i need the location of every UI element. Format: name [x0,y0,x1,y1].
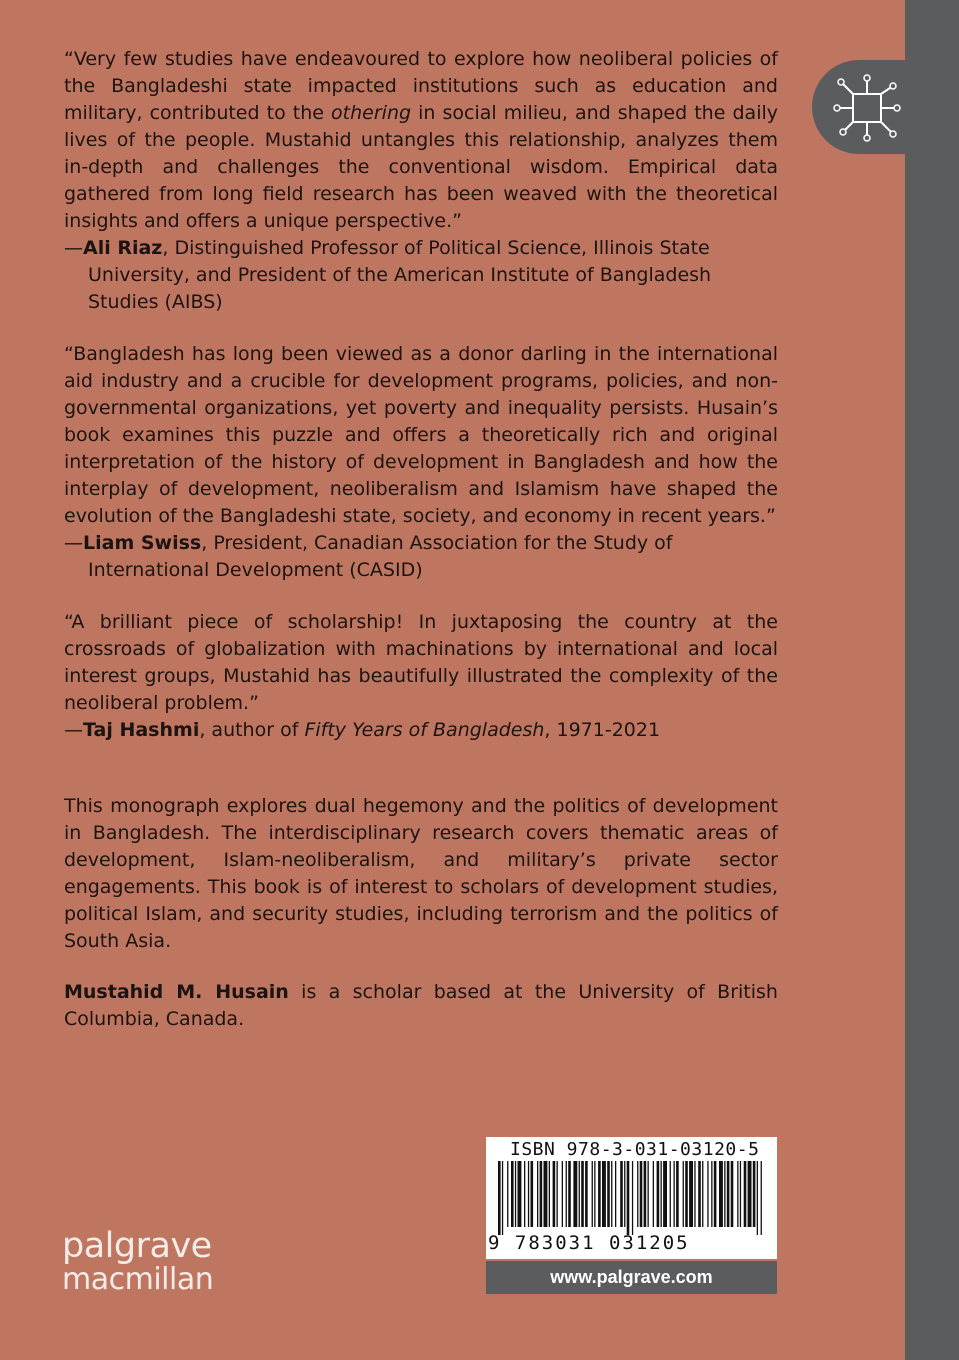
barcode-bar [653,1161,654,1227]
barcode-bar [611,1161,612,1227]
barcode-bar [644,1161,647,1227]
barcode-bar [544,1161,548,1227]
quote-2: “Bangladesh has long been viewed as a donor darling in the international aid industry and a crucible for development programs, policies, and non-governmental organizations, yet poverty and inequality persists. Husain’s book examines this puzzle and offers a theoretically rich and original interpretation of the history of development in Bangladesh and how the interplay of development, neoliberalism and Islamism have shaped the evolution of the Bangladeshi state, society, and economy in recent years.” [64,343,778,527]
isbn-digits: 9 783031 031205 [488,1232,690,1254]
barcode-bar [581,1161,584,1227]
barcode-bar [724,1161,725,1227]
barcode-bar [627,1161,630,1235]
quote-3-attribution: —Taj Hashmi, author of Fifty Years of Bangladesh, 1971-2021 [64,719,661,741]
barcode-bar [674,1161,675,1227]
barcode-bar [727,1161,730,1227]
barcode-bar [568,1161,571,1227]
barcode-bar [698,1161,701,1227]
barcode-bar [585,1161,588,1227]
barcode [486,1137,777,1259]
barcode-bar [632,1161,633,1235]
barcode-bar [737,1161,738,1227]
barcode-bar [537,1161,538,1227]
barcode-bar [602,1161,606,1227]
barcode-bar [502,1161,503,1235]
publisher-line-1: palgrave [62,1226,212,1266]
springer-logo-tab [812,60,932,154]
barcode-bar [683,1161,684,1227]
barcode-bar [624,1161,625,1227]
barcode-bar [661,1161,662,1227]
quote-1: “Very few studies have endeavoured to explore how neoliberal policies of the Bangladeshi state impacted institutions such as education and military, contributed to the othering in social milieu, and shaped the daily lives of the people. Mustahid untangles this relationship, analyzes them in-depth and challenges the conventional wisdom. Empirical data gathered from long field research has been weaved with the theoretical insights and offers a unique perspective.” [64,48,778,232]
barcode-bar [731,1161,734,1227]
barcode-bar [540,1161,543,1227]
barcode-bar [707,1161,708,1227]
quote-2-attribution: —Liam Swiss, President, Canadian Association for the Study of International Development (CASID) [64,532,673,581]
barcode-bar [549,1161,550,1227]
barcode-bar [498,1161,501,1235]
barcode-bar [719,1161,723,1227]
barcode-bar [515,1161,516,1227]
barcode-bar [663,1161,667,1227]
quote-1-attribution: —Ali Riaz, Distinguished Professor of Political Science, Illinois State University, and President of the American Institute of Bangladesh Studies (AIBS) [64,237,712,313]
barcode-bar [528,1161,529,1227]
barcode-bar [640,1161,643,1227]
barcode-bar [757,1161,758,1235]
barcode-bar [740,1161,741,1227]
barcode-bars [498,1161,766,1235]
barcode-bar [592,1161,593,1227]
book-description: This monograph explores dual hegemony and the politics of development in Bangladesh. The interdisciplinary research covers thematic areas of development, Islam-neoliberalism, and military’s private sector engagements. This book is of interest to scholars of development studies, political Islam, and security studies, including terrorism and the politics of South Asia. [64,795,778,952]
barcode-bar [748,1161,752,1227]
barcode-bar [594,1161,595,1227]
barcode-bar [579,1161,580,1227]
isbn-text: ISBN 978-3-031-03120-5 [510,1139,760,1160]
publisher-line-2: macmillan [62,1262,214,1297]
author-bio: Mustahid M. Husain is a scholar based at the University of British Columbia, Canada. [64,981,778,1030]
barcode-bar [507,1161,508,1227]
barcode-bar [676,1161,679,1227]
back-cover-text [64,46,778,1033]
barcode-bar [566,1161,567,1227]
barcode-bar [637,1161,638,1227]
barcode-bar [598,1161,601,1227]
barcode-bar [615,1161,616,1227]
barcode-bar [714,1161,717,1227]
barcode-bar [694,1161,695,1227]
barcode-bar [702,1161,703,1227]
barcode-bar [648,1161,649,1227]
spine [905,0,959,1360]
barcode-bar [657,1161,660,1227]
barcode-bar [557,1161,558,1227]
barcode-bar [761,1161,762,1235]
barcode-bar [531,1161,534,1227]
quote-3: “A brilliant piece of scholarship! In juxtaposing the country at the crossroads of globalization with machinations by international and local interest groups, Mustahid has beautifully illustrated the complexity of the neoliberal problem.” [64,611,778,714]
barcode-bar [562,1161,563,1227]
barcode-bar [744,1161,747,1227]
barcode-bar [689,1161,693,1227]
publisher-url[interactable]: www.palgrave.com [486,1261,777,1294]
barcode-bar [711,1161,712,1227]
barcode-bar [685,1161,688,1227]
springer-nature-logo-icon [827,68,907,148]
barcode-bar [524,1161,525,1227]
barcode-bar [620,1161,623,1227]
barcode-bar [573,1161,577,1227]
barcode-bar [518,1161,522,1227]
barcode-bar [753,1161,756,1227]
barcode-bar [553,1161,556,1227]
publisher-logo [62,1228,213,1296]
barcode-bar [607,1161,610,1227]
barcode-bar [670,1161,671,1227]
barcode-bar [511,1161,514,1227]
